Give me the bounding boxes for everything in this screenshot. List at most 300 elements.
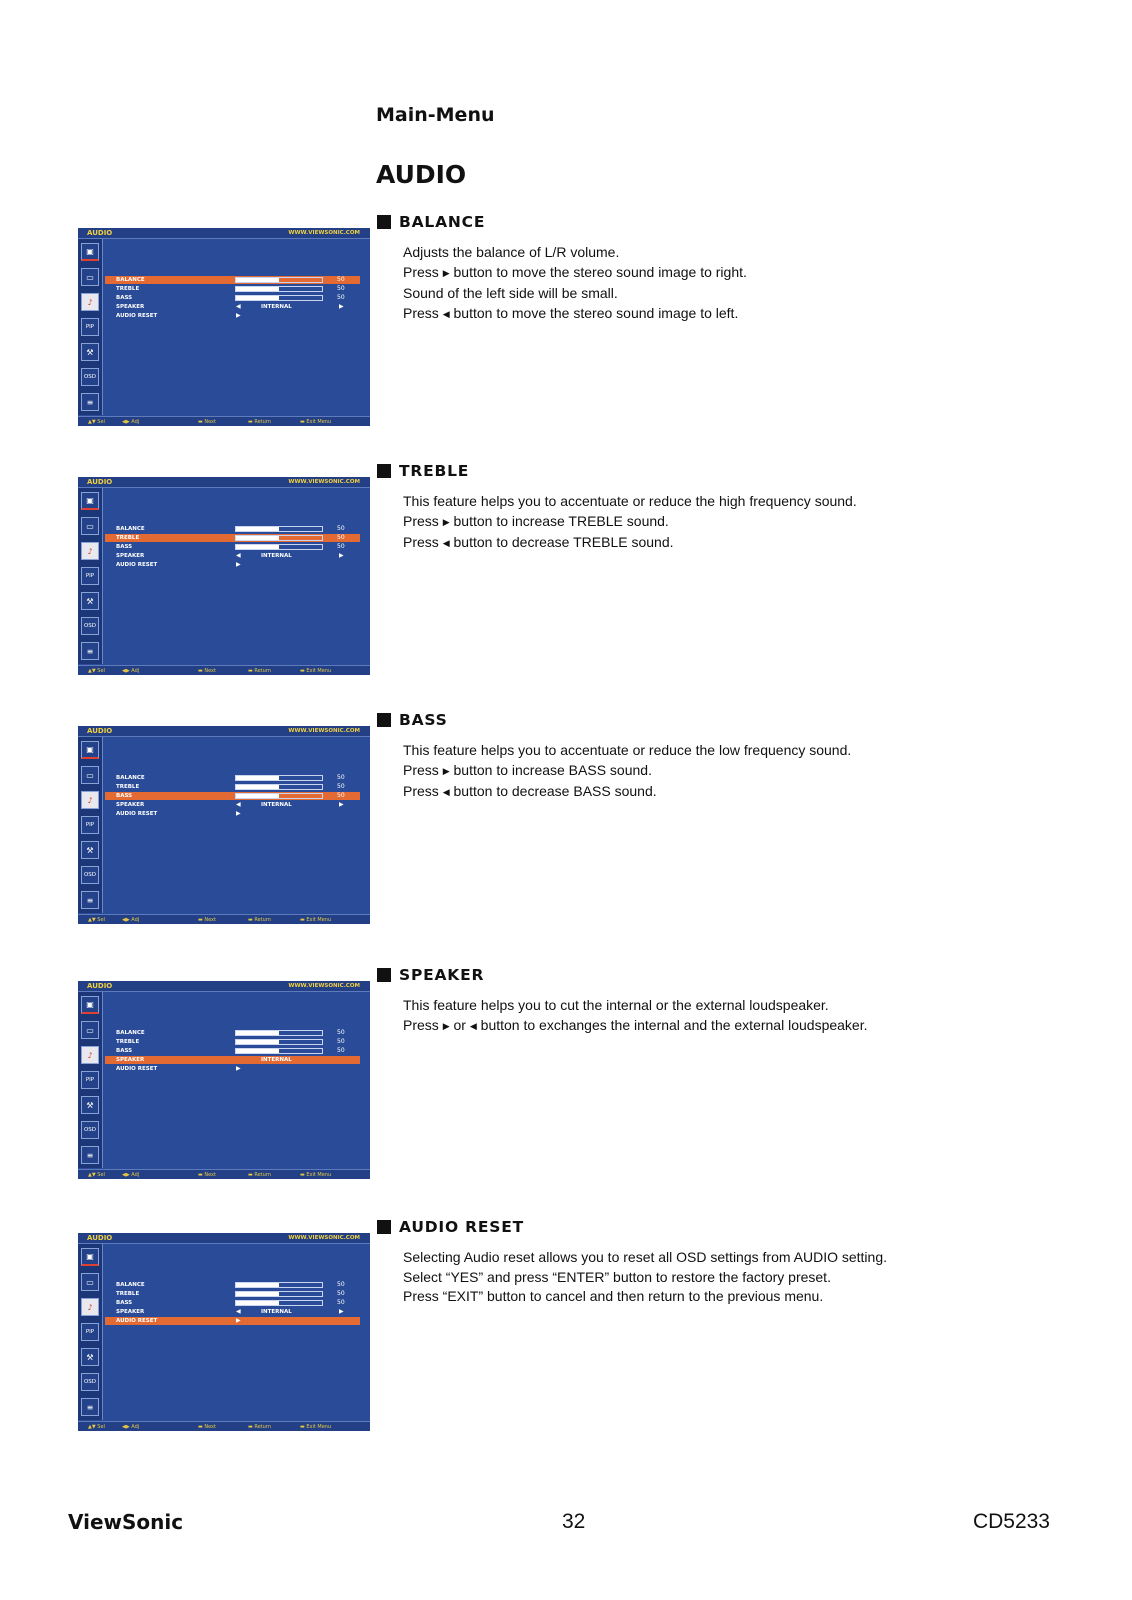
osd-sidebar [78, 239, 103, 415]
key-icon: ▬ [300, 1424, 307, 1430]
key-icon: ▬ [198, 917, 205, 923]
osd-footer-label: Exit Menu [306, 1172, 332, 1178]
osd-level-bar [235, 526, 323, 532]
menu-list-icon: ≡ [81, 642, 99, 660]
key-icon: ▬ [248, 1424, 255, 1430]
section-balance [0, 213, 1132, 463]
osd-menu-row [105, 783, 360, 791]
osd-footer [78, 1169, 370, 1179]
bullet-square-icon [377, 215, 391, 229]
section-bass [0, 711, 1132, 961]
osd-footer-return [248, 1422, 271, 1431]
osd-level-fill [236, 527, 279, 531]
line-text: or [453, 1016, 466, 1033]
osd-menu-label: AUDIO RESET [116, 1066, 158, 1072]
osd-level-fill [236, 794, 279, 798]
osd-menu-label: BALANCE [116, 775, 145, 781]
osd-level-bar [235, 775, 323, 781]
osd-menu-label: AUDIO RESET [116, 313, 158, 319]
description-line: Select “YES” and press “ENTER” button to restore the factory preset. [403, 1268, 831, 1285]
osd-footer-sel [88, 1170, 105, 1179]
osd-speaker-value: INTERNAL [261, 1057, 292, 1063]
osd-footer-next [198, 666, 216, 675]
osd-menu-label: BALANCE [116, 526, 145, 532]
updown-icon: ▲▼ [88, 1172, 98, 1178]
osd-level-fill [236, 776, 279, 780]
description-line [403, 533, 857, 555]
osd-level-bar [235, 295, 323, 301]
section-heading-text: BALANCE [399, 213, 486, 231]
line-text: Press [403, 304, 439, 321]
osd-right-arrow-icon: ▶ [339, 801, 344, 808]
osd-footer-label: Sel [97, 1424, 105, 1430]
right-arrow-icon: ▶ [442, 267, 450, 278]
key-icon: ▬ [248, 917, 255, 923]
key-icon: ▬ [198, 1172, 205, 1178]
pip-icon: PIP [81, 1323, 99, 1341]
osd-footer-sel [88, 915, 105, 924]
picture-icon: ▣ [81, 492, 99, 510]
osd-title: AUDIO [87, 1234, 113, 1242]
osd-footer-exit [300, 417, 331, 426]
section-heading-text: TREBLE [399, 462, 470, 480]
osd-footer-label: Exit Menu [306, 668, 332, 674]
osd-menu-row [105, 792, 360, 800]
audio-icon: ♪ [81, 791, 99, 809]
menu-list-icon: ≡ [81, 891, 99, 909]
osd-footer-adj [122, 666, 139, 675]
osd-menu-label: TREBLE [116, 1291, 140, 1297]
description-line: Adjusts the balance of L/R volume. [403, 244, 620, 260]
osd-level-value: 50 [337, 294, 345, 301]
tools-icon: ⚒ [81, 1096, 99, 1114]
osd-level-fill [236, 278, 279, 282]
osd-footer-return [248, 666, 271, 675]
osd-footer-exit [300, 1170, 331, 1179]
audio-icon: ♪ [81, 542, 99, 560]
osd-footer-return [248, 1170, 271, 1179]
osd-menu-label: TREBLE [116, 535, 140, 541]
osd-title-bar [78, 228, 370, 239]
osd-menu-label: SPEAKER [116, 553, 145, 559]
osd-menu-label: BALANCE [116, 1030, 145, 1036]
osd-footer [78, 665, 370, 675]
osd-level-fill [236, 785, 279, 789]
left-arrow-icon: ◀ [469, 1020, 477, 1031]
right-arrow-icon: ▶ [442, 1020, 450, 1031]
osd-level-bar [235, 1300, 323, 1306]
osd-menu-label: AUDIO RESET [116, 811, 158, 817]
osd-url: WWW.VIEWSONIC.COM [288, 479, 360, 485]
section-heading-text: SPEAKER [399, 966, 485, 984]
updown-icon: ▲▼ [88, 917, 98, 923]
osd-level-fill [236, 536, 279, 540]
osd-menu-row [105, 552, 360, 560]
osd-icon: OSD [81, 1373, 99, 1391]
leftright-icon: ◀▶ [122, 668, 132, 674]
description-line: This feature helps you to accentuate or reduce the low frequency sound. [403, 742, 852, 758]
osd-footer-label: Adj [131, 1172, 140, 1178]
line-text: Press [403, 783, 439, 799]
osd-level-fill [236, 1031, 279, 1035]
osd-icon: OSD [81, 368, 99, 386]
tools-icon: ⚒ [81, 1348, 99, 1366]
osd-level-fill [236, 1040, 279, 1044]
section-description [403, 741, 851, 804]
pip-icon: PIP [81, 1071, 99, 1089]
osd-level-value: 50 [337, 534, 345, 541]
osd-level-value: 50 [337, 1290, 345, 1297]
osd-right-arrow-icon: ▶ [339, 303, 344, 310]
osd-right-arrow-icon: ▶ [339, 552, 344, 559]
osd-enter-arrow-icon: ▶ [236, 1065, 241, 1072]
osd-title-bar [78, 477, 370, 488]
monitor-icon: ▭ [81, 1273, 99, 1291]
osd-menu-row [105, 810, 360, 818]
line-text: button to decrease BASS sound. [453, 783, 657, 799]
osd-footer-label: Exit Menu [306, 1424, 332, 1430]
menu-list-icon: ≡ [81, 393, 99, 411]
osd-menu-label: TREBLE [116, 1039, 140, 1045]
line-text: button to increase BASS sound. [453, 761, 652, 778]
section-description [403, 243, 747, 325]
picture-icon: ▣ [81, 1248, 99, 1266]
bullet-square-icon [377, 464, 391, 478]
osd-menu-row [105, 1056, 360, 1064]
osd-footer [78, 416, 370, 426]
osd-menu-row [105, 543, 360, 551]
osd-footer-next [198, 417, 216, 426]
osd-footer-adj [122, 417, 139, 426]
audio-icon: ♪ [81, 293, 99, 311]
osd-title-bar [78, 726, 370, 737]
brand-logo: ViewSonic [68, 1510, 184, 1534]
osd-menu-row [105, 561, 360, 569]
osd-menu-row [105, 1038, 360, 1046]
osd-left-arrow-icon: ◀ [236, 1308, 241, 1315]
osd-level-fill [236, 296, 279, 300]
section-heading [377, 213, 485, 231]
osd-level-bar [235, 1282, 323, 1288]
osd-level-value: 50 [337, 276, 345, 283]
section-description [403, 1248, 887, 1307]
key-icon: ▬ [300, 668, 307, 674]
osd-screenshot [78, 477, 370, 675]
osd-menu-row [105, 1281, 360, 1289]
osd-level-value: 50 [337, 792, 345, 799]
section-treble [0, 462, 1132, 712]
osd-level-fill [236, 545, 279, 549]
section-speaker [0, 966, 1132, 1216]
pip-icon: PIP [81, 816, 99, 834]
osd-footer-exit [300, 666, 331, 675]
osd-enter-arrow-icon: ▶ [236, 312, 241, 319]
osd-menu-label: TREBLE [116, 784, 140, 790]
key-icon: ▬ [300, 917, 307, 923]
osd-level-fill [236, 1049, 279, 1053]
osd-footer-return [248, 417, 271, 426]
osd-title: AUDIO [87, 478, 113, 486]
osd-title: AUDIO [87, 982, 113, 990]
osd-footer-sel [88, 417, 105, 426]
description-line [403, 1016, 868, 1038]
osd-footer-next [198, 1170, 216, 1179]
osd-title-bar [78, 981, 370, 992]
osd-footer-label: Next [204, 1172, 216, 1178]
osd-menu-label: BASS [116, 793, 133, 799]
description-line [403, 782, 851, 804]
bullet-square-icon [377, 713, 391, 727]
osd-menu-row [105, 303, 360, 311]
osd-speaker-value: INTERNAL [261, 1309, 292, 1315]
osd-menu-label: AUDIO RESET [116, 1318, 158, 1324]
osd-enter-arrow-icon: ▶ [236, 810, 241, 817]
osd-footer [78, 914, 370, 924]
osd-level-bar [235, 1030, 323, 1036]
osd-footer-label: Next [204, 668, 216, 674]
updown-icon: ▲▼ [88, 419, 98, 425]
osd-level-fill [236, 1301, 279, 1305]
line-text: button to increase TREBLE sound. [453, 512, 669, 529]
tools-icon: ⚒ [81, 841, 99, 859]
description-line: This feature helps you to cut the internal or the external loudspeaker. [403, 997, 829, 1013]
osd-menu-row [105, 294, 360, 302]
osd-footer-sel [88, 666, 105, 675]
leftright-icon: ◀▶ [122, 917, 132, 923]
osd-menu-row [105, 525, 360, 533]
line-text: button to move the stereo sound image to left. [453, 304, 739, 321]
osd-menu-label: BASS [116, 544, 133, 550]
osd-menu-label: BALANCE [116, 277, 145, 283]
osd-sidebar [78, 992, 103, 1168]
section-audio-reset [0, 1218, 1132, 1468]
osd-footer-label: Return [254, 1172, 271, 1178]
monitor-icon: ▭ [81, 1021, 99, 1039]
key-icon: ▬ [198, 1424, 205, 1430]
osd-menu-label: BASS [116, 1048, 133, 1054]
osd-footer-return [248, 915, 271, 924]
menu-list-icon: ≡ [81, 1146, 99, 1164]
key-icon: ▬ [248, 668, 255, 674]
osd-menu-row [105, 1299, 360, 1307]
osd-menu-label: BASS [116, 295, 133, 301]
osd-sidebar [78, 1244, 103, 1420]
description-line [403, 512, 857, 534]
leftright-icon: ◀▶ [122, 1424, 132, 1430]
model-number: CD5233 [972, 1510, 1050, 1533]
osd-level-fill [236, 287, 279, 291]
osd-footer-adj [122, 1170, 139, 1179]
osd-level-value: 50 [337, 783, 345, 790]
tools-icon: ⚒ [81, 592, 99, 610]
key-icon: ▬ [300, 1172, 307, 1178]
osd-level-value: 50 [337, 774, 345, 781]
osd-menu-row [105, 1029, 360, 1037]
osd-footer-label: Sel [97, 668, 105, 674]
osd-menu-label: SPEAKER [116, 802, 145, 808]
osd-footer-exit [300, 1422, 331, 1431]
osd-level-bar [235, 1039, 323, 1045]
updown-icon: ▲▼ [88, 668, 98, 674]
key-icon: ▬ [248, 1172, 255, 1178]
osd-menu-row [105, 312, 360, 320]
description-line [403, 304, 747, 326]
osd-footer-exit [300, 915, 331, 924]
osd-speaker-value: INTERNAL [261, 553, 292, 559]
osd-level-value: 50 [337, 1038, 345, 1045]
osd-menu-row [105, 1290, 360, 1298]
description-line: Sound of the left side will be small. [403, 285, 618, 301]
right-arrow-icon: ▶ [442, 516, 450, 527]
osd-footer-label: Adj [131, 419, 140, 425]
osd-footer-label: Next [204, 917, 216, 923]
description-line: Press “EXIT” button to cancel and then return to the previous menu. [403, 1288, 824, 1304]
osd-menu-row [105, 1047, 360, 1055]
osd-level-value: 50 [337, 1281, 345, 1288]
monitor-icon: ▭ [81, 268, 99, 286]
section-heading-text: AUDIO RESET [399, 1218, 524, 1236]
osd-level-value: 50 [337, 1047, 345, 1054]
osd-level-bar [235, 1048, 323, 1054]
osd-enter-arrow-icon: ▶ [236, 561, 241, 568]
osd-footer-label: Exit Menu [306, 917, 332, 923]
page-title: AUDIO [376, 160, 467, 189]
section-heading [377, 462, 469, 480]
osd-footer [78, 1421, 370, 1431]
section-label: Main-Menu [376, 104, 495, 126]
line-text: Press [403, 534, 439, 550]
osd-footer-label: Exit Menu [306, 419, 332, 425]
section-heading [377, 1218, 524, 1236]
osd-menu-label: SPEAKER [116, 1309, 145, 1315]
osd-left-arrow-icon: ◀ [236, 801, 241, 808]
osd-enter-arrow-icon: ▶ [236, 1317, 241, 1324]
osd-footer-label: Return [254, 668, 271, 674]
osd-menu-label: BALANCE [116, 1282, 145, 1288]
osd-footer-label: Sel [97, 1172, 105, 1178]
osd-level-value: 50 [337, 525, 345, 532]
osd-speaker-value: INTERNAL [261, 304, 292, 310]
osd-footer-label: Next [204, 419, 216, 425]
updown-icon: ▲▼ [88, 1424, 98, 1430]
osd-menu-row [105, 801, 360, 809]
osd-sidebar [78, 488, 103, 664]
osd-menu-row [105, 276, 360, 284]
audio-icon: ♪ [81, 1298, 99, 1316]
key-icon: ▬ [198, 668, 205, 674]
osd-level-value: 50 [337, 1299, 345, 1306]
left-arrow-icon: ◀ [442, 538, 450, 548]
osd-right-arrow-icon: ▶ [339, 1308, 344, 1315]
osd-url: WWW.VIEWSONIC.COM [288, 728, 360, 734]
bullet-square-icon [377, 1220, 391, 1234]
osd-footer-label: Adj [131, 668, 140, 674]
osd-footer-label: Return [254, 917, 271, 923]
line-text: button to move the stereo sound image to right. [453, 263, 747, 280]
leftright-icon: ◀▶ [122, 419, 132, 425]
description-line: This feature helps you to accentuate or reduce the high frequency sound. [403, 493, 857, 509]
osd-menu-row [105, 285, 360, 293]
left-arrow-icon: ◀ [442, 308, 450, 319]
line-text: Press [403, 263, 439, 280]
osd-footer-label: Sel [97, 917, 105, 923]
osd-level-bar [235, 286, 323, 292]
key-icon: ▬ [300, 419, 307, 425]
osd-menu-row [105, 1065, 360, 1073]
line-text: Press [403, 512, 439, 529]
osd-level-bar [235, 1291, 323, 1297]
osd-level-bar [235, 784, 323, 790]
line-text: button to exchanges the internal and the external loudspeaker. [480, 1016, 868, 1033]
osd-url: WWW.VIEWSONIC.COM [288, 230, 360, 236]
line-text: Press [403, 1016, 439, 1033]
osd-left-arrow-icon: ◀ [236, 303, 241, 310]
audio-icon: ♪ [81, 1046, 99, 1064]
osd-footer-label: Adj [131, 917, 140, 923]
osd-footer-label: Adj [131, 1424, 140, 1430]
osd-footer-adj [122, 915, 139, 924]
picture-icon: ▣ [81, 996, 99, 1014]
pip-icon: PIP [81, 318, 99, 336]
osd-level-bar [235, 535, 323, 541]
osd-level-fill [236, 1283, 279, 1287]
osd-menu-label: SPEAKER [116, 1057, 145, 1063]
osd-footer-next [198, 1422, 216, 1431]
osd-title: AUDIO [87, 229, 113, 237]
osd-menu-row [105, 774, 360, 782]
osd-icon: OSD [81, 1121, 99, 1139]
osd-footer-label: Return [254, 1424, 271, 1430]
osd-footer-adj [122, 1422, 139, 1431]
section-description [403, 996, 868, 1037]
osd-sidebar [78, 737, 103, 913]
osd-screenshot [78, 981, 370, 1179]
osd-footer-next [198, 915, 216, 924]
osd-menu-label: BASS [116, 1300, 133, 1306]
osd-level-fill [236, 1292, 279, 1296]
osd-footer-label: Return [254, 419, 271, 425]
osd-left-arrow-icon: ◀ [236, 552, 241, 559]
osd-url: WWW.VIEWSONIC.COM [288, 1235, 360, 1241]
osd-level-value: 50 [337, 285, 345, 292]
menu-list-icon: ≡ [81, 1398, 99, 1416]
osd-level-bar [235, 277, 323, 283]
osd-level-value: 50 [337, 543, 345, 550]
section-heading [377, 966, 484, 984]
line-text: Press [403, 761, 439, 778]
osd-title: AUDIO [87, 727, 113, 735]
section-description [403, 492, 857, 555]
osd-icon: OSD [81, 617, 99, 635]
osd-url: WWW.VIEWSONIC.COM [288, 983, 360, 989]
description-line [403, 263, 747, 285]
osd-menu-row [105, 1308, 360, 1316]
right-arrow-icon: ▶ [442, 765, 450, 776]
osd-screenshot [78, 228, 370, 426]
osd-screenshot [78, 1233, 370, 1431]
osd-icon: OSD [81, 866, 99, 884]
osd-menu-row [105, 534, 360, 542]
leftright-icon: ◀▶ [122, 1172, 132, 1178]
osd-menu-label: SPEAKER [116, 304, 145, 310]
description-line: Selecting Audio reset allows you to reset all OSD settings from AUDIO setting. [403, 1249, 887, 1265]
osd-menu-label: AUDIO RESET [116, 562, 158, 568]
picture-icon: ▣ [81, 741, 99, 759]
osd-title-bar [78, 1233, 370, 1244]
page-number: 32 [562, 1510, 586, 1533]
osd-footer-label: Next [204, 1424, 216, 1430]
description-line [403, 761, 851, 783]
